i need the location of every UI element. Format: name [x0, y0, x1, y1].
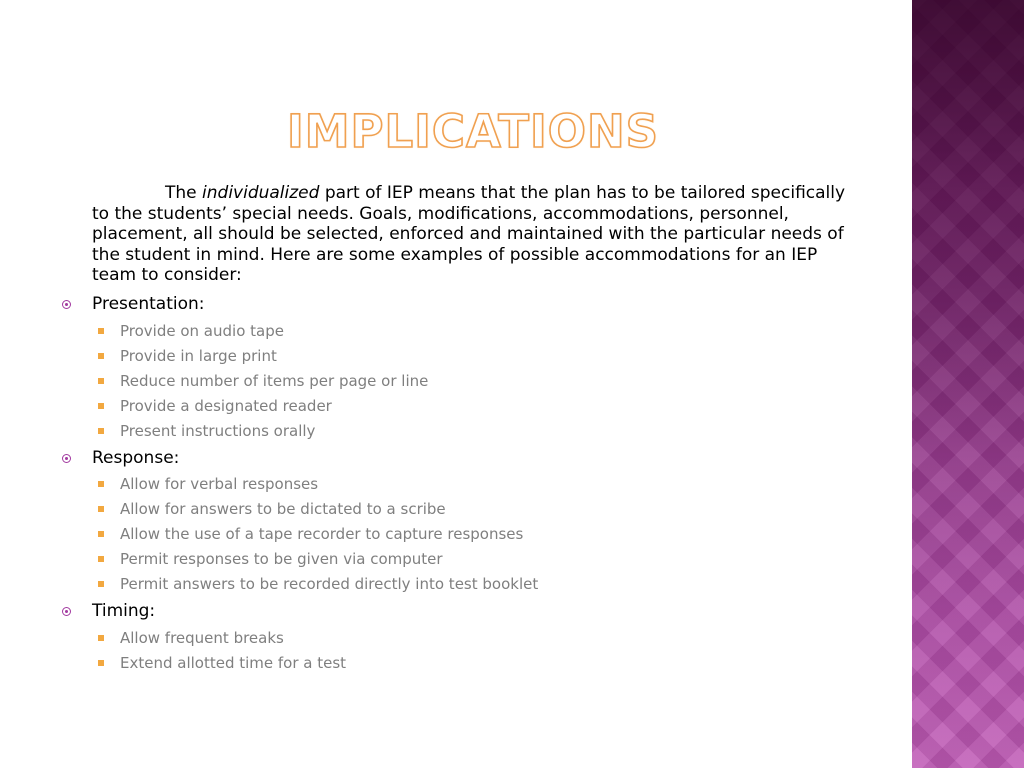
square-bullet-icon: [98, 556, 104, 562]
list-item: Reduce number of items per page or line: [120, 372, 429, 390]
list-item: Provide on audio tape: [120, 322, 284, 340]
square-bullet-icon: [98, 635, 104, 641]
list-item: Allow frequent breaks: [120, 629, 284, 647]
square-bullet-icon: [98, 481, 104, 487]
section-label: Timing:: [92, 601, 156, 621]
intro-paragraph: [92, 183, 862, 286]
list-item: Allow the use of a tape recorder to capture responses: [120, 525, 524, 543]
list-item: Provide in large print: [120, 347, 277, 365]
list-item: Provide a designated reader: [120, 397, 332, 415]
square-bullet-icon: [98, 353, 104, 359]
list-item: Extend allotted time for a test: [120, 654, 347, 672]
section-label: Response:: [92, 448, 180, 468]
square-bullet-icon: [98, 531, 104, 537]
slide-title: IMPLICATIONS: [287, 105, 660, 158]
square-bullet-icon: [98, 428, 104, 434]
list-item: Permit responses to be given via computer: [120, 550, 443, 568]
square-bullet-icon: [98, 328, 104, 334]
intro-prefix: The: [165, 183, 203, 203]
list-item: Allow for answers to be dictated to a scribe: [120, 500, 446, 518]
square-bullet-icon: [98, 403, 104, 409]
list-item: Present instructions orally: [120, 422, 316, 440]
section-label: Presentation:: [92, 294, 205, 314]
intro-emphasis: individualized: [202, 183, 320, 203]
list-item: Allow for verbal responses: [120, 475, 319, 493]
square-bullet-icon: [98, 581, 104, 587]
square-bullet-icon: [98, 660, 104, 666]
list-item: Permit answers to be recorded directly into test booklet: [120, 575, 539, 593]
square-bullet-icon: [98, 506, 104, 512]
square-bullet-icon: [98, 378, 104, 384]
circle-bullet-icon: [62, 454, 71, 463]
circle-bullet-icon: [62, 300, 71, 309]
circle-bullet-icon: [62, 607, 71, 616]
intro-rest: part of IEP means that the plan has to be tailored specifically to the students’ special needs. Goals, modifications, accommodations, personnel, placement, all should be selected, enforced and maintained with the particular needs of the student in mind. Here are some examples of possible accommodations for an IEP team to consider:: [92, 183, 846, 285]
decorative-side-band: [912, 0, 1024, 768]
